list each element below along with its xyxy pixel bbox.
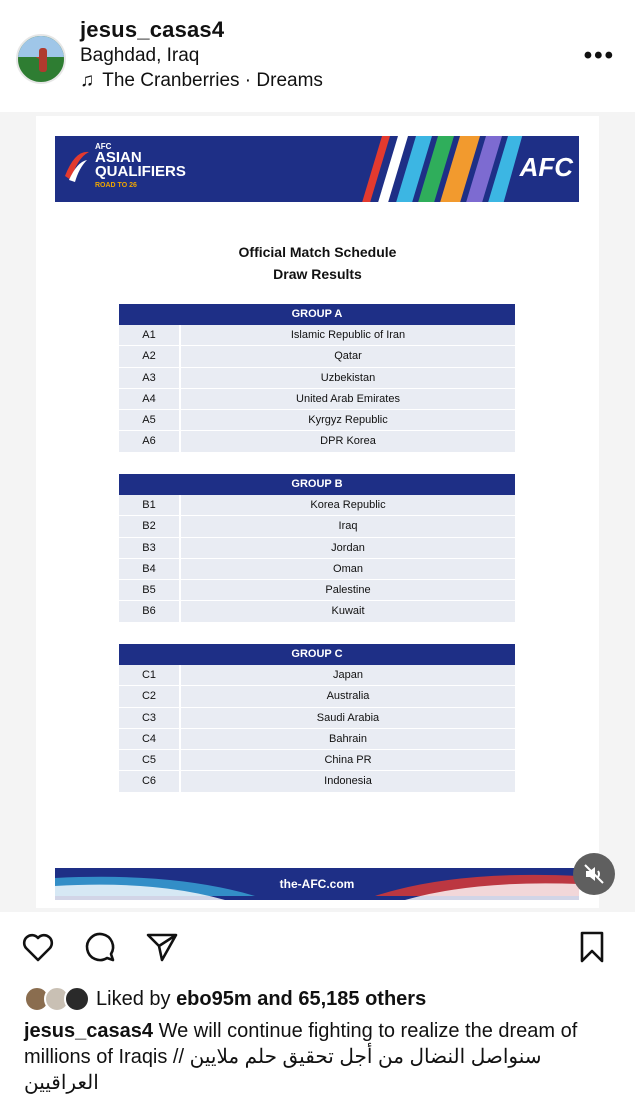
group-header: GROUP A (119, 304, 515, 325)
table-row: B2 Iraq (119, 516, 515, 537)
speaker-muted-icon (582, 862, 606, 886)
caption-arabic: سنواصل النضال من أجل تحقيق حلم ملايين العراقيين (24, 1046, 542, 1094)
table-row: C2 Australia (119, 686, 515, 707)
table-row: A2 Qatar (119, 346, 515, 367)
table-row: B5 Palestine (119, 580, 515, 601)
group-header: GROUP C (119, 644, 515, 665)
avatar[interactable] (16, 34, 66, 84)
afc-swoosh-icon (61, 146, 91, 186)
more-options-icon[interactable]: ••• (583, 42, 615, 69)
table-row: B6 Kuwait (119, 601, 515, 622)
table-row: C1 Japan (119, 665, 515, 686)
afc-small-label: AFC (95, 142, 112, 151)
table-row: A6 DPR Korea (119, 431, 515, 452)
comment-icon[interactable] (82, 929, 118, 965)
post-actions (0, 925, 635, 969)
likes-count[interactable]: 65,185 others (298, 987, 427, 1010)
caption-username[interactable]: jesus_casas4 (24, 1020, 154, 1042)
post-image[interactable] (0, 112, 635, 912)
music-label: The Cranberries · Dreams (102, 70, 323, 91)
post-header (0, 0, 635, 110)
schedule-title: Official Match Schedule Draw Results (238, 244, 397, 282)
afc-logo: AFC (519, 152, 573, 182)
table-row: A5 Kyrgyz Republic (119, 410, 515, 431)
banner-stripes (345, 136, 525, 202)
username[interactable]: jesus_casas4 (80, 17, 225, 42)
mute-button[interactable] (573, 853, 615, 895)
table-row: A3 Uzbekistan (119, 368, 515, 389)
liker-username[interactable]: ebo95m (176, 987, 252, 1010)
share-icon[interactable] (144, 929, 180, 965)
likes-text: Liked by ebo95m and 65,185 others (96, 987, 427, 1010)
group-c-table (119, 644, 515, 793)
group-a-table (119, 304, 515, 453)
afc-footer-band (55, 868, 579, 900)
schedule-document (36, 116, 599, 908)
likes-summary[interactable] (24, 986, 426, 1012)
group-header: GROUP B (119, 474, 515, 495)
music-link[interactable] (80, 70, 323, 92)
table-row: A1 Islamic Republic of Iran (119, 325, 515, 346)
group-b-table (119, 474, 515, 623)
road-label: ROAD TO 26 (95, 182, 137, 189)
table-row: B1 Korea Republic (119, 495, 515, 516)
banner-title: ASIAN QUALIFIERS (95, 149, 186, 180)
table-row: C6 Indonesia (119, 771, 515, 792)
liker-avatars (24, 986, 96, 1012)
table-row: C3 Saudi Arabia (119, 708, 515, 729)
bookmark-icon[interactable] (574, 929, 610, 965)
location-link[interactable]: Baghdad, Iraq (80, 45, 200, 66)
table-row: A4 United Arab Emirates (119, 389, 515, 410)
caption-text: We will continue fighting to realize the dream of millions of Iraqis // (24, 1020, 578, 1068)
music-note-icon: ♫ (80, 70, 95, 91)
heart-icon[interactable] (20, 929, 56, 965)
table-row: C5 China PR (119, 750, 515, 771)
afc-url: the-AFC.com (279, 877, 355, 891)
caption (24, 1018, 614, 1096)
table-row: B3 Jordan (119, 538, 515, 559)
avatar (64, 986, 90, 1012)
table-row: B4 Oman (119, 559, 515, 580)
table-row: C4 Bahrain (119, 729, 515, 750)
afc-banner (55, 136, 579, 202)
